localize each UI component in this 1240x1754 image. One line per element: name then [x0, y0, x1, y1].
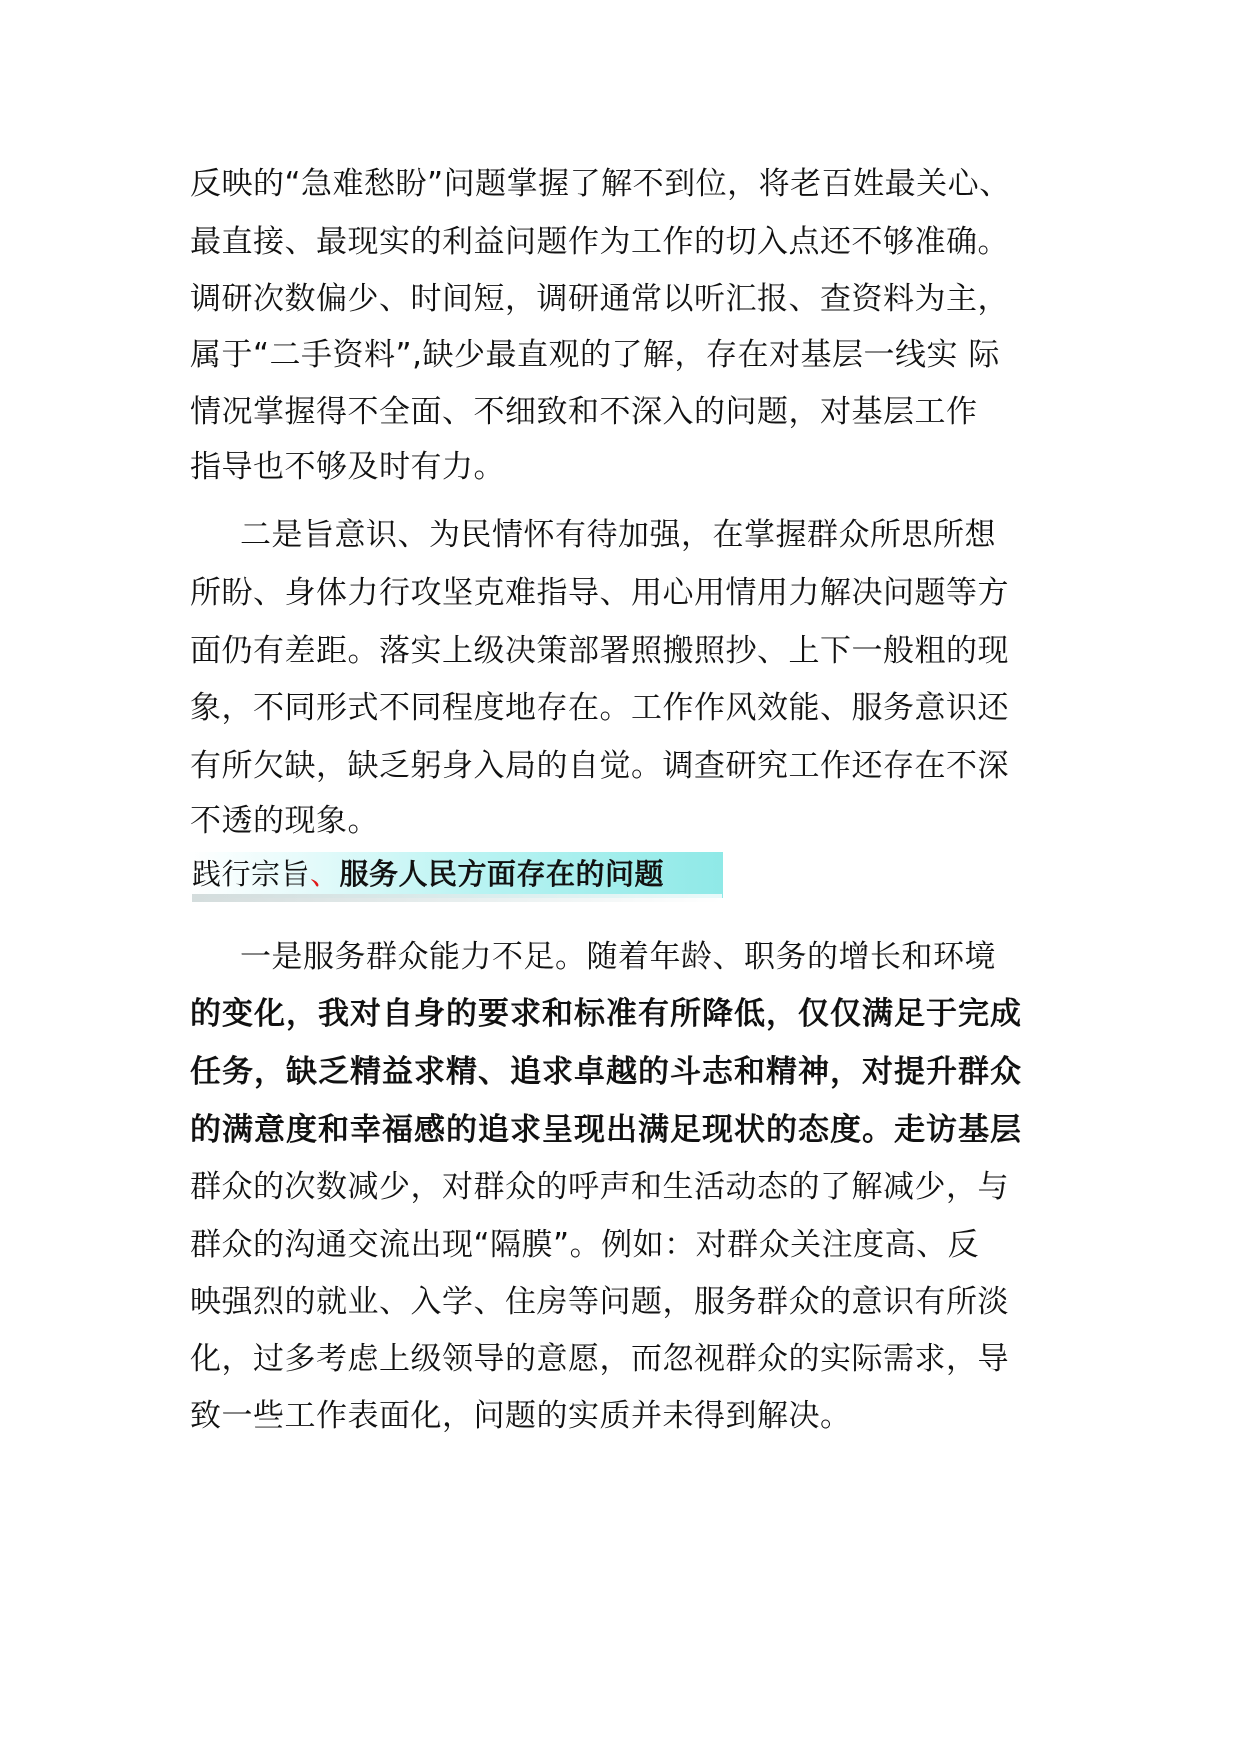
text-line: 致一些工作表面化，问题的实质并未得到解决。	[190, 1398, 852, 1434]
heading-part-2: 服务人民方面存在的问题	[339, 857, 665, 891]
text-line: 调研次数偏少、时间短，调研通常以听汇报、查资料为主，	[190, 281, 1009, 317]
text-line: 最直接、最现实的利益问题作为工作的切入点还不够准确。	[190, 224, 1009, 260]
text-line: 任务，缺乏精益求精、追求卓越的斗志和精神，对提升群众	[190, 1054, 1022, 1090]
text-line: 属于“二手资料”,缺少最直观的了解，存在对基层一线实 际	[190, 337, 1000, 373]
text-line: 不透的现象。	[190, 803, 379, 839]
text-line: 群众的沟通交流出现“隔膜”。例如：对群众关注度高、反	[190, 1227, 980, 1263]
text-line: 有所欠缺，缺乏躬身入局的自觉。调查研究工作还存在不深	[190, 748, 1009, 784]
text-line: 的满意度和幸福感的追求呈现出满足现状的态度。走访基层	[190, 1112, 1022, 1148]
text-line: 一是服务群众能力不足。随着年龄、职务的增长和环境	[240, 939, 996, 975]
text-line: 化，过多考虑上级领导的意愿，而忽视群众的实际需求，导	[190, 1341, 1009, 1377]
text-line: 象，不同形式不同程度地存在。工作作风效能、服务意识还	[190, 690, 1009, 726]
text-line: 指导也不够及时有力。	[190, 449, 505, 485]
text-line: 映强烈的就业、入学、住房等问题，服务群众的意识有所淡	[190, 1284, 1009, 1320]
text-line: 情况掌握得不全面、不细致和不深入的问题，对基层工作	[190, 394, 978, 430]
text-line: 二是旨意识、为民情怀有待加强，在掌握群众所思所想	[240, 517, 996, 553]
section-heading	[188, 848, 723, 904]
text-line: 群众的次数减少，对群众的呼声和生活动态的了解减少，与	[190, 1169, 1009, 1205]
text-line: 反映的“急难愁盼”问题掌握了解不到位，将老百姓最关心、	[190, 166, 1011, 202]
heading-underline	[192, 894, 722, 902]
heading-text	[192, 854, 664, 894]
heading-separator: 、	[310, 857, 340, 891]
text-line: 所盼、身体力行攻坚克难指导、用心用情用力解决问题等方	[190, 575, 1009, 611]
heading-part-1: 践行宗旨	[192, 857, 311, 891]
text-line: 面仍有差距。落实上级决策部署照搬照抄、上下一般粗的现	[190, 633, 1009, 669]
text-line: 的变化，我对自身的要求和标准有所降低，仅仅满足于完成	[190, 996, 1022, 1032]
